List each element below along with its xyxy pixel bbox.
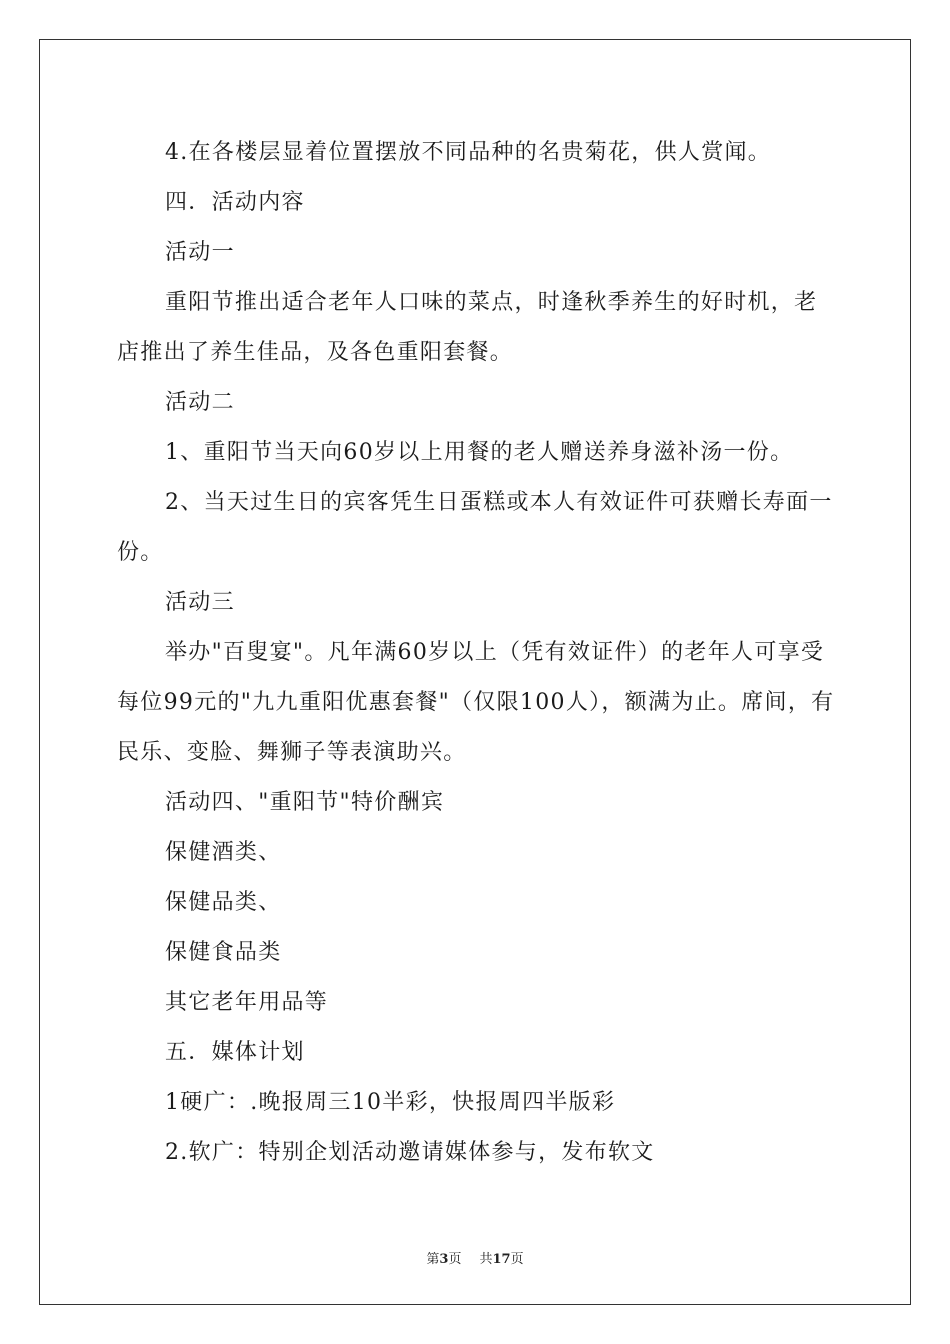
list-item: 保健酒类、 (165, 840, 282, 865)
activity-heading: 活动二 (165, 390, 235, 415)
activity-heading: 活动一 (165, 240, 235, 265)
activity-heading: 活动四、"重阳节"特价酬宾 (165, 790, 445, 815)
list-item: 保健品类、 (165, 890, 282, 915)
paragraph: 2、当天过生日的宾客凭生日蛋糕或本人有效证件可获赠长寿面一份。 (117, 490, 833, 565)
paragraph: 4.在各楼层显着位置摆放不同品种的名贵菊花，供人赏闻。 (165, 140, 772, 165)
paragraph: 重阳节推出适合老年人口味的菜点，时逢秋季养生的好时机，老店推出了养生佳品，及各色重阳套餐。 (117, 290, 818, 365)
document-body (117, 128, 837, 1178)
paragraph: 1硬广：.晚报周三10半彩，快报周四半版彩 (165, 1090, 616, 1115)
list-item: 其它老年用品等 (165, 990, 329, 1015)
paragraph: 举办"百叟宴"。凡年满60岁以上（凭有效证件）的老年人可享受每位99元的"九九重阳优惠套餐"（仅限100人），额满为止。席间，有民乐、变脸、舞狮子等表演助兴。 (117, 640, 835, 765)
page-total: 17 (492, 1252, 511, 1267)
total-prefix: 共 (479, 1252, 493, 1267)
page-prefix: 第 (426, 1252, 440, 1267)
paragraph: 2.软广：特别企划活动邀请媒体参与，发布软文 (165, 1140, 655, 1165)
list-item: 保健食品类 (165, 940, 282, 965)
activity-heading: 活动三 (165, 590, 235, 615)
section-heading: 五．媒体计划 (165, 1040, 305, 1065)
page-footer (0, 1248, 950, 1267)
page-unit: 页 (448, 1252, 462, 1267)
section-heading: 四．活动内容 (165, 190, 305, 215)
page-current: 3 (439, 1252, 449, 1267)
paragraph: 1、重阳节当天向60岁以上用餐的老人赠送养身滋补汤一份。 (165, 440, 794, 465)
total-unit: 页 (510, 1252, 524, 1267)
